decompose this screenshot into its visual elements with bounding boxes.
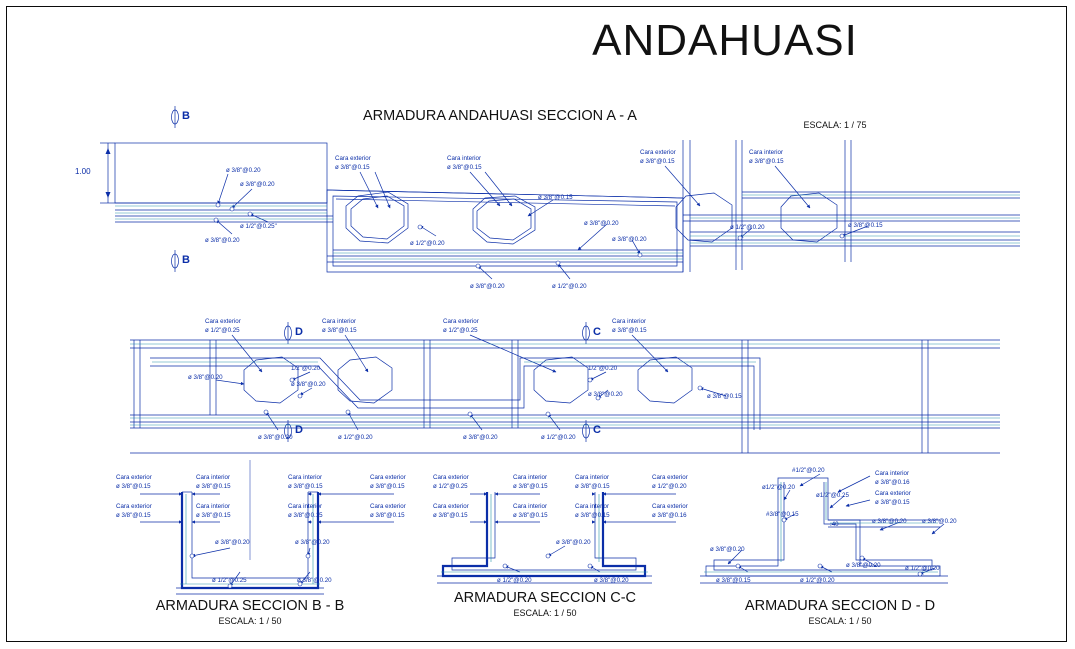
rebar-note-a-a14: ø 1/2"@0.20 bbox=[552, 283, 587, 290]
rebar-note-mid-m14: Cara interior bbox=[612, 318, 647, 325]
rebar-note-dd-d10: ø 3/8"@0.20 bbox=[872, 518, 907, 525]
rebar-note-a-a20: ø 3/8"@0.15 bbox=[848, 222, 883, 229]
rebar-note-bb-b6: ø 3/8"@0.15 bbox=[288, 483, 323, 490]
rebar-note-bb-b20: ø 3/8"@0.20 bbox=[297, 577, 332, 584]
rebar-note-bb-b19: ø 1/2"@0.25 bbox=[212, 577, 247, 584]
rebar-note-bb-b17: ø 3/8"@0.20 bbox=[215, 539, 250, 546]
rebar-note-bb-b11: Cara interior bbox=[196, 503, 231, 510]
rebar-note-dd-d4: Cara interior bbox=[875, 470, 910, 477]
rebar-note-a-a2: ø 3/8"@0.20 bbox=[240, 181, 275, 188]
rebar-note-mid-m17: ø 3/8"@0.20 bbox=[588, 391, 623, 398]
rebar-note-mid-m9: ø 1/2"@0.20 bbox=[338, 434, 373, 441]
section-mark-d-top: D bbox=[295, 326, 303, 338]
rebar-note-cc-c9: Cara exterior bbox=[433, 503, 469, 510]
rebar-note-a-a8: ø 3/8"@0.15 bbox=[447, 164, 482, 171]
section-cc-title: ARMADURA SECCION C-C bbox=[453, 590, 637, 606]
section-a-title: ARMADURA ANDAHUASI SECCION A - A bbox=[363, 108, 637, 124]
rebar-note-dd-d5: ø 3/8"@0.16 bbox=[875, 479, 910, 486]
rebar-note-mid-m13: ø 1/2"@0.25 bbox=[443, 327, 478, 334]
rebar-note-bb-b2: ø 3/8"@0.15 bbox=[116, 483, 151, 490]
rebar-note-cc-c6: ø 3/8"@0.15 bbox=[575, 483, 610, 490]
rebar-note-bb-b10: ø 3/8"@0.15 bbox=[116, 512, 151, 519]
rebar-note-cc-c8: ø 1/2"@0.20 bbox=[652, 483, 687, 490]
rebar-note-a-a17: Cara interior bbox=[749, 149, 784, 156]
rebar-note-cc-c12: ø 3/8"@0.15 bbox=[513, 512, 548, 519]
rebar-note-mid-m5: ø 3/8"@0.20 bbox=[188, 374, 223, 381]
rebar-note-dd-d8: #3/8"@0.15 bbox=[766, 511, 799, 518]
rebar-note-a-a13: ø 3/8"@0.20 bbox=[470, 283, 505, 290]
rebar-note-mid-m15: ø 3/8"@0.15 bbox=[612, 327, 647, 334]
section-dd-title: ARMADURA SECCION D - D bbox=[744, 598, 936, 614]
rebar-note-a-a7: Cara interior bbox=[447, 155, 482, 162]
rebar-note-bb-b1: Cara exterior bbox=[116, 474, 152, 481]
rebar-note-bb-b15: Cara exterior bbox=[370, 503, 406, 510]
rebar-note-cc-c3: Cara interior bbox=[513, 474, 548, 481]
rebar-note-a-a3: ø 1/2"@0.25" bbox=[240, 223, 277, 230]
rebar-note-dd-d13: ø 3/8"@0.20 bbox=[846, 562, 881, 569]
rebar-note-a-a9: ø 3/8"@0.15 bbox=[538, 194, 573, 201]
section-mark-d-bottom: D bbox=[295, 424, 303, 436]
rebar-note-a-a6: ø 3/8"@0.15 bbox=[335, 164, 370, 171]
section-dd-scale: ESCALA: 1 / 50 bbox=[808, 616, 872, 626]
rebar-note-mid-m1: Cara exterior bbox=[205, 318, 241, 325]
rebar-note-cc-c14: ø 3/8"@0.15 bbox=[575, 512, 610, 519]
rebar-note-mid-m6: 1/2"@0.20 bbox=[291, 365, 321, 372]
rebar-note-bb-b7: Cara exterior bbox=[370, 474, 406, 481]
sheet-title: ANDAHUASI bbox=[592, 16, 858, 65]
rebar-note-dd-d16: ø 1/2"@0.20 bbox=[905, 565, 940, 572]
section-mark-c-bottom: C bbox=[593, 424, 601, 436]
rebar-note-mid-m4: ø 3/8"@0.15 bbox=[322, 327, 357, 334]
rebar-note-bb-b8: ø 3/8"@0.15 bbox=[370, 483, 405, 490]
rebar-note-a-a11: ø 3/8"@0.20 bbox=[584, 220, 619, 227]
rebar-note-cc-c2: ø 1/2"@0.25 bbox=[433, 483, 468, 490]
rebar-note-cc-c19: ø 3/8"@0.20 bbox=[594, 577, 629, 584]
rebar-note-dd-d14: ø 3/8"@0.15 bbox=[716, 577, 751, 584]
section-mark-b-top: B bbox=[182, 110, 190, 122]
rebar-note-cc-c18: ø 1/2"@0.20 bbox=[497, 577, 532, 584]
rebar-note-cc-c13: Cara interior bbox=[575, 503, 610, 510]
rebar-note-dd-d2: ø1/2"@0.20 bbox=[762, 484, 795, 491]
rebar-note-bb-b12: ø 3/8"@0.15 bbox=[196, 512, 231, 519]
rebar-note-mid-m7: ø 3/8"@0.20 bbox=[291, 381, 326, 388]
rebar-note-a-a12: ø 3/8"@0.20 bbox=[612, 236, 647, 243]
rebar-note-bb-b16: ø 3/8"@0.15 bbox=[370, 512, 405, 519]
rebar-note-a-a1: ø 3/8"@0.20 bbox=[226, 167, 261, 174]
rebar-note-bb-b5: Cara interior bbox=[288, 474, 323, 481]
rebar-note-bb-b14: ø 3/8"@0.15 bbox=[288, 512, 323, 519]
rebar-note-dd-d12: ø 3/8"@0.20 bbox=[710, 546, 745, 553]
rebar-note-a-a18: ø 3/8"@0.15 bbox=[749, 158, 784, 165]
rebar-note-mid-m3: Cara interior bbox=[322, 318, 357, 325]
rebar-note-mid-m12: Cara exterior bbox=[443, 318, 479, 325]
rebar-note-dd-d3: ø1/2"@0.25 bbox=[816, 492, 849, 499]
rebar-note-a-a4: ø 3/8"@0.20 bbox=[205, 237, 240, 244]
rebar-note-cc-c1: Cara exterior bbox=[433, 474, 469, 481]
rebar-note-mid-m10: ø 3/8"@0.20 bbox=[463, 434, 498, 441]
rebar-note-dd-d11: ø 3/8"@0.20 bbox=[922, 518, 957, 525]
rebar-note-cc-c15: Cara exterior bbox=[652, 503, 688, 510]
section-bb-scale: ESCALA: 1 / 50 bbox=[218, 616, 282, 626]
dimension-height: 1.00 bbox=[75, 167, 91, 176]
rebar-note-cc-c11: Cara interior bbox=[513, 503, 548, 510]
section-mark-c-top: C bbox=[593, 326, 601, 338]
rebar-note-bb-b13: Cara interior bbox=[288, 503, 323, 510]
section-a-scale: ESCALA: 1 / 75 bbox=[803, 120, 867, 130]
rebar-note-mid-m8: ø 3/8"@0.20 bbox=[258, 434, 293, 441]
rebar-note-a-a5: Cara exterior bbox=[335, 155, 371, 162]
rebar-note-dd-d1: #1/2"@0.20 bbox=[792, 467, 825, 474]
rebar-note-cc-c10: ø 3/8"@0.15 bbox=[433, 512, 468, 519]
rebar-note-bb-b3: Cara interior bbox=[196, 474, 231, 481]
rebar-note-dd-d6: Cara exterior bbox=[875, 490, 911, 497]
rebar-note-bb-b4: ø 3/8"@0.15 bbox=[196, 483, 231, 490]
rebar-note-dd-d7: ø 3/8"@0.15 bbox=[875, 499, 910, 506]
rebar-note-dd-d15: ø 1/2"@0.20 bbox=[800, 577, 835, 584]
rebar-note-mid-m18: ø 3/8"@0.15 bbox=[707, 393, 742, 400]
rebar-note-mid-m11: ø 1/2"@0.20 bbox=[541, 434, 576, 441]
section-cc-scale: ESCALA: 1 / 50 bbox=[513, 608, 577, 618]
rebar-note-dd-d9: .40 bbox=[830, 521, 839, 528]
rebar-note-a-a10: ø 1/2"@0.20 bbox=[410, 240, 445, 247]
rebar-note-cc-c7: Cara exterior bbox=[652, 474, 688, 481]
rebar-note-bb-b9: Cara exterior bbox=[116, 503, 152, 510]
rebar-note-cc-c4: ø 3/8"@0.15 bbox=[513, 483, 548, 490]
rebar-note-a-a19: ø 1/2"@0.20 bbox=[730, 224, 765, 231]
rebar-note-a-a16: ø 3/8"@0.15 bbox=[640, 158, 675, 165]
rebar-note-mid-m2: ø 1/2"@0.25 bbox=[205, 327, 240, 334]
rebar-note-bb-b18: ø 3/8"@0.20 bbox=[295, 539, 330, 546]
rebar-note-mid-m16: 1/2"@0.20 bbox=[588, 365, 618, 372]
rebar-note-cc-c16: ø 3/8"@0.16 bbox=[652, 512, 687, 519]
section-mark-b-bottom: B bbox=[182, 254, 190, 266]
rebar-note-a-a15: Cara exterior bbox=[640, 149, 676, 156]
rebar-note-cc-c17: ø 3/8"@0.20 bbox=[556, 539, 591, 546]
rebar-note-cc-c5: Cara interior bbox=[575, 474, 610, 481]
section-bb-title: ARMADURA SECCION B - B bbox=[155, 598, 345, 614]
